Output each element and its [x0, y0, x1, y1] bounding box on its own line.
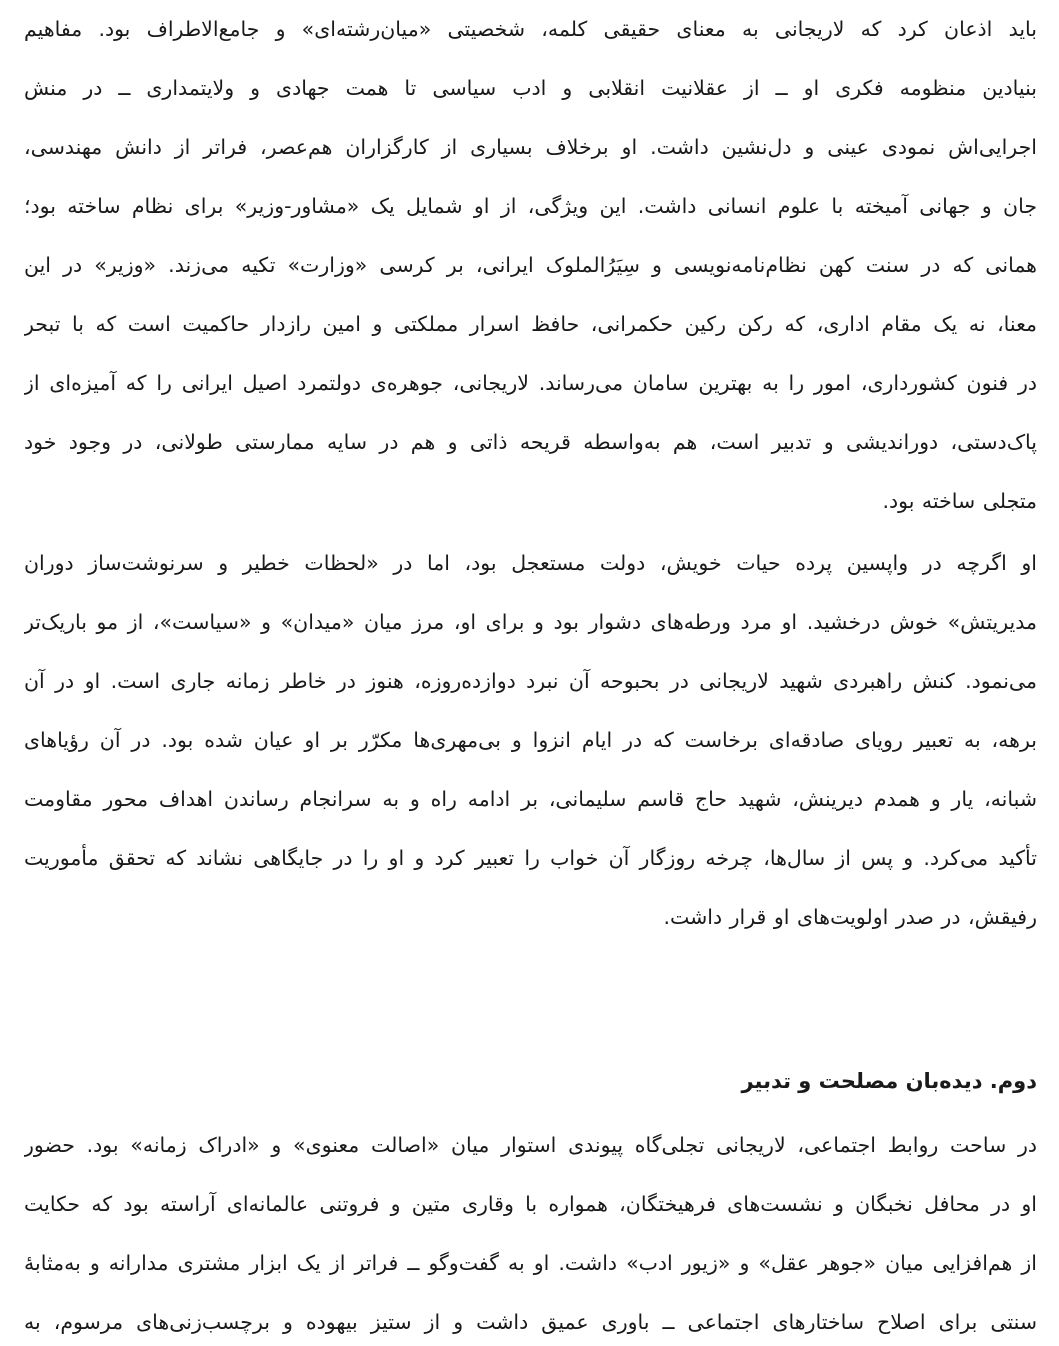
paragraph-line: می‌نمود. کنش راهبردی شهید لاریجانی در بحبوحه آن نبرد دوازده‌روزه، هنوز در خاطر زمانه جاری است. او در آن [24, 669, 1037, 693]
paragraph-line: او اگرچه در واپسین پرده حیات خویش، دولت مستعجل بود، اما در «لحظات خطیر و سرنوشت‌ساز دوران [24, 551, 1037, 575]
paragraph-line: مدیریتش» خوش درخشید. او مرد ورطه‌های دشوار بود و برای او، مرز میان «میدان» و «سیاست»، از مو باریک‌تر [24, 610, 1037, 634]
paragraph-line: از هم‌افزایی میان «جوهر عقل» و «زیور ادب» داشت. او به گفت‌وگو ــ فراتر از یک ابزار مشتری مدارانه و به‌مثابهٔ [24, 1251, 1037, 1275]
paragraph-line: پاک‌دستی، دوراندیشی و تدبیر است، هم به‌واسطه قریحه ذاتی و هم در سایه ممارستی طولانی، در وجود خود [24, 430, 1037, 454]
paragraph-line: باید اذعان کرد که لاریجانی به معنای حقیقی کلمه، شخصیتی «میان‌رشته‌ای» و جامع‌الاطراف بود. مفاهیم [24, 17, 1037, 41]
paragraph-line: جان و جهانی آمیخته با علوم انسانی داشت. این ویژگی، از او شمایل یک «مشاور-وزیر» برای نظام ساخته بود؛ [24, 194, 1037, 218]
paragraph-line: در ساحت روابط اجتماعی، لاریجانی تجلی‌گاه پیوندی استوار میان «اصالت معنوی» و «ادراک زمانه» بود. حضور [24, 1133, 1037, 1157]
paragraph-line: برهه، به تعبیر رویای صادقه‌ای برخاست که در ایام انزوا و بی‌مهری‌ها مکرّر بر او عیان شده بود. در آن رؤیاهای [24, 728, 1037, 752]
paragraph-line: همانی که در سنت کهن نظام‌نامه‌نویسی و سِیَرُالملوک ایرانی، بر کرسی «وزارت» تکیه می‌زند. «وزیر» در این [24, 253, 1037, 277]
paragraph-line: سنتی برای اصلاح ساختارهای اجتماعی ــ باوری عمیق داشت و از ستیز بیهوده و برچسب‌زنی‌های مرسوم، به [24, 1310, 1037, 1334]
paragraph-line: معنا، نه یک مقام اداری، که رکن رکین حکمرانی، حافظ اسرار مملکتی و امین رازدار حاکمیت است که با تبحر [24, 312, 1037, 336]
paragraph-line: بنیادین منظومه فکری او ــ از عقلانیت انقلابی و ادب سیاسی تا همت جهادی و ولایتمداری ــ در منش [24, 76, 1037, 100]
section-heading: دوم. دیده‌بان مصلحت و تدبیر [741, 1069, 1037, 1093]
paragraph-3 [24, 1116, 1037, 1346]
paragraph-1 [24, 0, 1037, 531]
paragraph-line: رفیقش، در صدر اولویت‌های او قرار داشت. [663, 905, 1037, 929]
paragraph-line: او در محافل نخبگان و نشست‌های فرهیختگان، همواره با وقاری متین و فروتنی عالمانه‌ای آراسته بود که حکایت [24, 1192, 1037, 1216]
paragraph-line: تأکید می‌کرد. و پس از سال‌ها، چرخه روزگار آن خواب را تعبیر کرد و او را در جایگاهی نشاند که تحقق مأموریت [24, 846, 1037, 870]
paragraph-line: در فنون کشورداری، امور را به بهترین سامان می‌رساند. لاریجانی، جوهره‌ی دولتمرد اصیل ایرانی را که آمیزه‌ای از [24, 371, 1037, 395]
paragraph-2 [24, 534, 1037, 947]
paragraph-line: شبانه، یار و همدم دیرینش، شهید حاج قاسم سلیمانی، بر ادامه راه و به سرانجام رساندن اهداف محور مقاومت [24, 787, 1037, 811]
paragraph-line: متجلی ساخته بود. [882, 489, 1037, 513]
paragraph-line: اجرایی‌اش نمودی عینی و دل‌نشین داشت. او برخلاف بسیاری از کارگزاران هم‌عصر، فراتر از دانش مهندسی، [24, 135, 1037, 159]
